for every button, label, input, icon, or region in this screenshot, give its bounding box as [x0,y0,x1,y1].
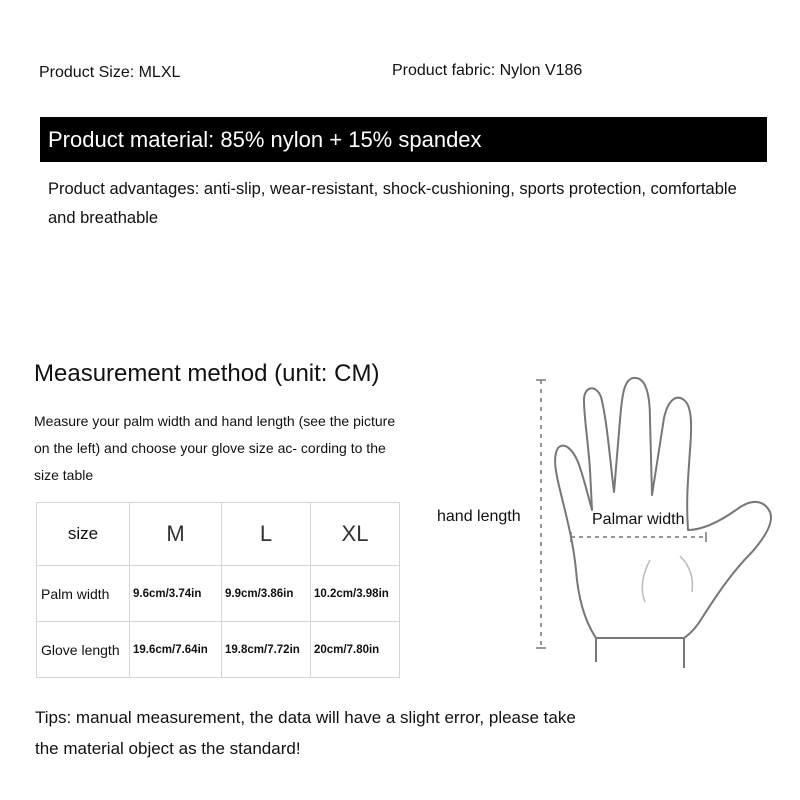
palmar-width-measure-line [571,532,706,542]
table-header-row [37,503,400,566]
hand-length-label: hand length [437,508,521,525]
table-header-l: L [222,503,311,566]
product-fabric-text: Product fabric: Nylon V186 [392,62,583,79]
cell-glove-length-m: 19.6cm/7.64in [130,622,222,678]
table-header-xl: XL [311,503,400,566]
tips-text: Tips: manual measurement, the data will have a slight error, please take the material object as the standard! [35,708,576,758]
cell-palm-width-l: 9.9cm/3.86in [222,566,311,622]
table-header-m: M [130,503,222,566]
row-label-glove-length: Glove length [37,622,130,678]
product-size-text: Product Size: MLXL [39,64,181,81]
size-table [36,502,400,678]
cell-glove-length-l: 19.8cm/7.72in [222,622,311,678]
palmar-width-label: Palmar width [592,511,685,528]
cell-palm-width-xl: 10.2cm/3.98in [311,566,400,622]
cell-palm-width-m: 9.6cm/3.74in [130,566,222,622]
row-label-palm-width: Palm width [37,566,130,622]
table-row [37,622,400,678]
cell-glove-length-xl: 20cm/7.80in [311,622,400,678]
hand-length-measure-line [536,380,546,648]
product-material-text: Product material: 85% nylon + 15% spandex [48,127,482,152]
measurement-description: Measure your palm width and hand length (see the picture on the left) and choose your glove size ac- cording to the size table [34,413,396,483]
measurement-title: Measurement method (unit: CM) [34,360,380,387]
table-header-size: size [37,503,130,566]
table-row [37,566,400,622]
material-banner [40,117,767,162]
product-advantages-text: Product advantages: anti-slip, wear-resistant, shock-cushioning, sports protection, comfortable and breathable [48,180,737,227]
hand-outline-icon [555,378,771,638]
